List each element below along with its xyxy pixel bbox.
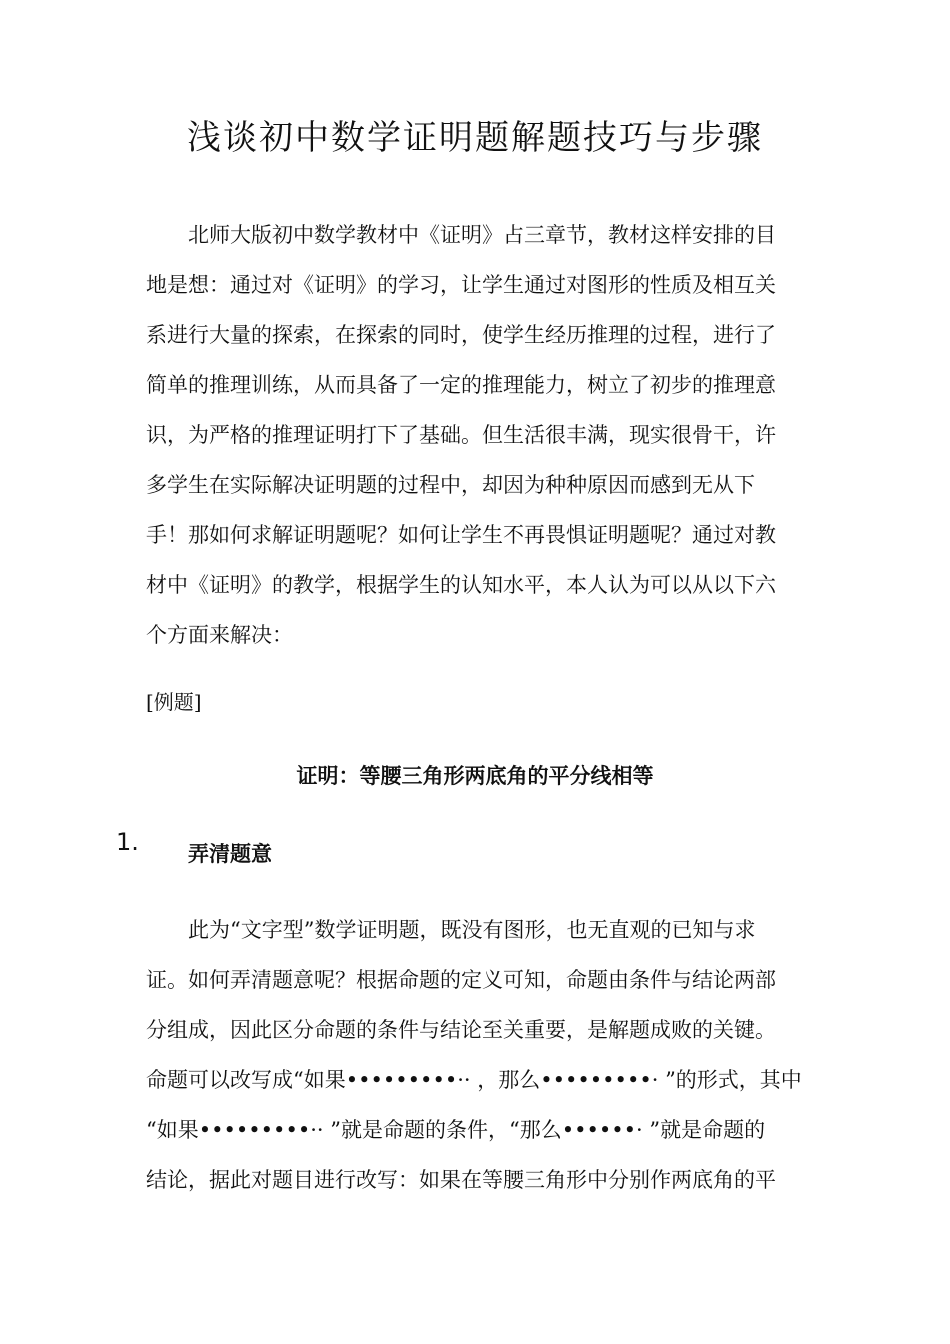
- intro-paragraph: [146, 210, 806, 660]
- section-number: 1.: [116, 828, 139, 856]
- paragraph-line: 此为“文字型”数学证明题，既没有图形，也无直观的已知与求: [188, 918, 756, 942]
- example-label: [例题]: [146, 690, 202, 714]
- paragraph-line: 命题可以改写成“如果•••••••••·· ，那么•••••••••· ”的形式，其中: [146, 1068, 802, 1092]
- paragraph-line: 多学生在实际解决证明题的过程中，却因为种种原因而感到无从下: [146, 473, 755, 497]
- paragraph-line: 证。如何弄清题意呢？根据命题的定义可知，命题由条件与结论两部: [146, 968, 776, 992]
- paragraph-line: 分组成，因此区分命题的条件与结论至关重要，是解题成败的关键。: [146, 1018, 776, 1042]
- paragraph-line: 北师大版初中数学教材中《证明》占三章节，教材这样安排的目: [188, 223, 776, 247]
- paragraph-line: 手！那如何求解证明题呢？如何让学生不再畏惧证明题呢？通过对教: [146, 523, 776, 547]
- paragraph-line: “如果•••••••••·· ”就是命题的条件，“那么••••••· ”就是命题的: [146, 1118, 766, 1142]
- paragraph-line: 地是想：通过对《证明》的学习，让学生通过对图形的性质及相互关: [146, 273, 776, 297]
- document-title: 浅谈初中数学证明题解题技巧与步骤: [187, 118, 763, 158]
- paragraph-line: 识，为严格的推理证明打下了基础。但生活很丰满，现实很骨干，许: [146, 423, 776, 447]
- section-title: 弄清题意: [188, 842, 272, 866]
- section-paragraph: [146, 905, 806, 1205]
- example-statement: 证明：等腰三角形两底角的平分线相等: [296, 764, 654, 788]
- paragraph-line: 个方面来解决：: [146, 623, 293, 647]
- paragraph-line: 结论，据此对题目进行改写：如果在等腰三角形中分别作两底角的平: [146, 1168, 776, 1192]
- paragraph-line: 系进行大量的探索，在探索的同时，使学生经历推理的过程，进行了: [146, 323, 776, 347]
- paragraph-line: 材中《证明》的教学，根据学生的认知水平，本人认为可以从以下六: [146, 573, 776, 597]
- paragraph-line: 简单的推理训练，从而具备了一定的推理能力，树立了初步的推理意: [146, 373, 776, 397]
